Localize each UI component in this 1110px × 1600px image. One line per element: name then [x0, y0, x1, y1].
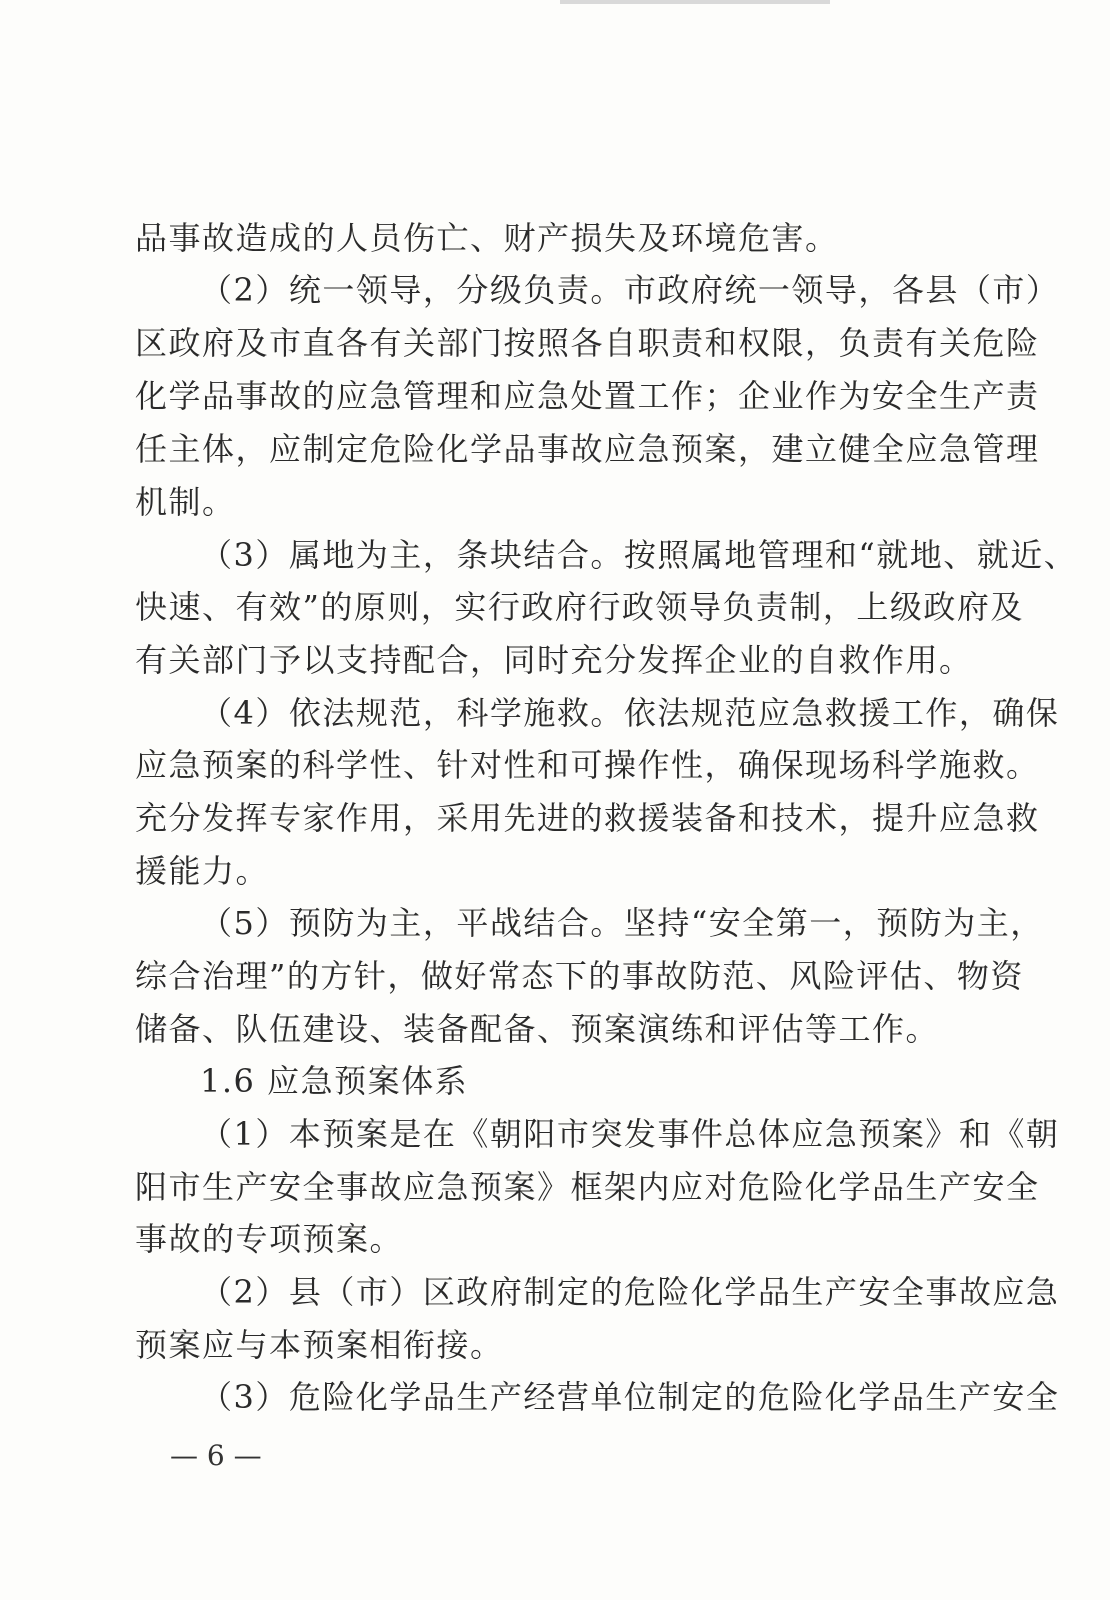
- section-heading: 1.6 应急预案体系: [200, 1062, 469, 1100]
- text-line: 快速、有效”的原则，实行政府行政领导负责制，上级政府及: [135, 588, 1024, 626]
- text-line: 阳市生产安全事故应急预案》框架内应对危险化学品生产安全: [135, 1168, 1040, 1206]
- text-line: （2）县（市）区政府制定的危险化学品生产安全事故应急: [200, 1273, 1060, 1311]
- text-line: 品事故造成的人员伤亡、财产损失及环境危害。: [135, 219, 839, 257]
- scan-edge-mark: [560, 0, 830, 4]
- text-line: （3）属地为主，条块结合。按照属地管理和“就地、就近、: [200, 536, 1078, 574]
- text-line: 化学品事故的应急管理和应急处置工作；企业作为安全生产责: [135, 377, 1040, 415]
- text-line: 事故的专项预案。: [135, 1220, 404, 1258]
- text-line: 综合治理”的方针，做好常态下的事故防范、风险评估、物资: [135, 957, 1024, 995]
- text-line: （5）预防为主，平战结合。坚持“安全第一，预防为主，: [200, 904, 1044, 942]
- text-line: 区政府及市直各有关部门按照各自职责和权限，负责有关危险: [135, 324, 1040, 362]
- text-line: （1）本预案是在《朝阳市突发事件总体应急预案》和《朝: [200, 1115, 1060, 1153]
- text-line: 有关部门予以支持配合，同时充分发挥企业的自救作用。: [135, 641, 973, 679]
- text-line: （2）统一领导，分级负责。市政府统一领导，各县（市）: [200, 271, 1060, 309]
- text-line: 预案应与本预案相衔接。: [135, 1326, 504, 1364]
- text-line: 储备、队伍建设、装备配备、预案演练和评估等工作。: [135, 1010, 940, 1048]
- text-line: （4）依法规范，科学施救。依法规范应急救援工作，确保: [200, 694, 1060, 732]
- text-line: 充分发挥专家作用，采用先进的救援装备和技术，提升应急救: [135, 799, 1040, 837]
- text-line: 应急预案的科学性、针对性和可操作性，确保现场科学施救。: [135, 746, 1040, 784]
- page-number: — 6 —: [170, 1439, 262, 1472]
- text-line: 机制。: [135, 483, 236, 521]
- text-line: 任主体，应制定危险化学品事故应急预案，建立健全应急管理: [135, 430, 1040, 468]
- text-line: （3）危险化学品生产经营单位制定的危险化学品生产安全: [200, 1378, 1060, 1416]
- text-line: 援能力。: [135, 852, 270, 890]
